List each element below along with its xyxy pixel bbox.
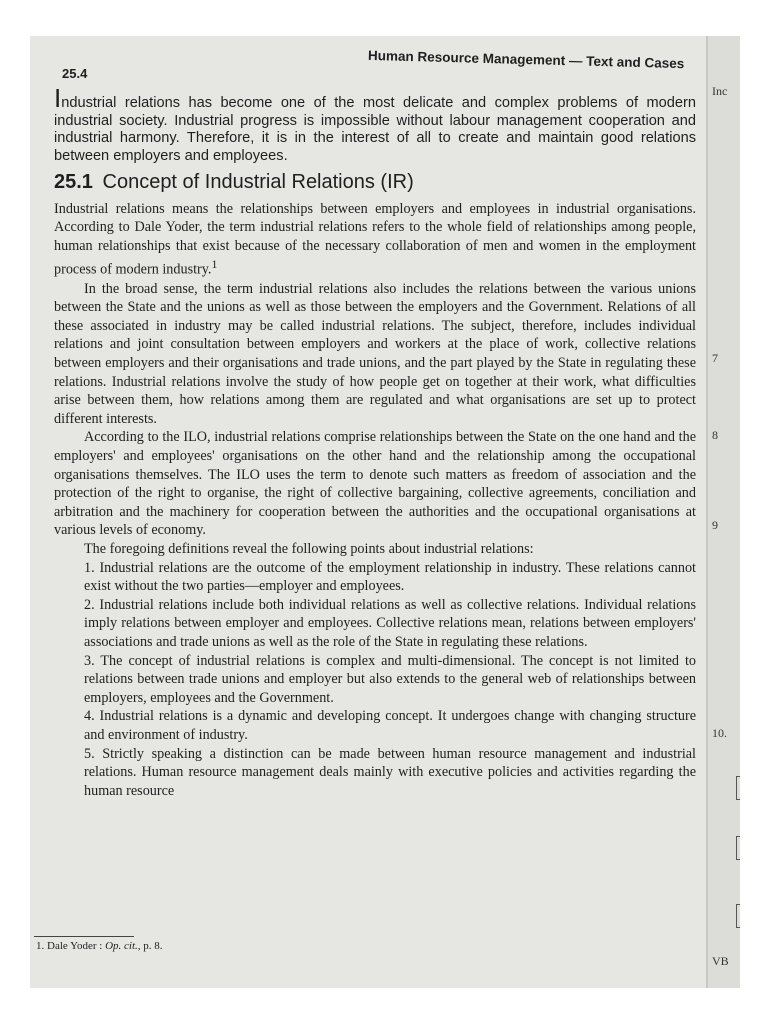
list-item	[82, 596, 696, 652]
adjacent-fragment: 7	[712, 351, 718, 365]
list-item	[82, 707, 696, 744]
section-number: 25.1	[54, 171, 93, 193]
adjacent-fragment: Inc	[712, 84, 728, 98]
item-number: 4.	[84, 708, 95, 725]
item-number: 1.	[84, 559, 95, 576]
item-text: Industrial relations is a dynamic and developing concept. It undergoes change with changing structure and environment of industry.	[84, 708, 697, 743]
item-number: 5.	[84, 745, 95, 762]
adjacent-fragment: 10.	[712, 726, 727, 740]
footnote-page: , p. 8.	[137, 940, 163, 952]
adjacent-fragment: 9	[712, 518, 718, 532]
edge-mark	[736, 904, 740, 928]
item-text: The concept of industrial relations is complex and multi-dimensional. The concept is not limited to relations between trade unions and employer but also extends to the general web of relationships between employers, employees and the Government.	[84, 652, 696, 706]
page-number: 25.4	[62, 66, 88, 81]
section-heading	[54, 173, 696, 192]
page-body	[54, 83, 697, 800]
footnote-cite: Op. cit.	[105, 940, 138, 952]
paragraph-foregoing: The foregoing definitions reveal the following points about industrial relations:	[84, 541, 534, 558]
edge-mark	[736, 836, 740, 860]
footnote-number: 1.	[36, 940, 45, 952]
intro-paragraph	[54, 83, 696, 165]
adjacent-fragment: 8	[712, 428, 718, 442]
list-item	[82, 745, 696, 801]
paragraph-definition-text: Industrial relations means the relationships between employers and employees in industrial organisations. According to Dale Yoder, the term industrial relations refers to the whole field of relationships among people, human relationships that exist because of the necessary collaboration of men and women in the employment process of modern industry.	[54, 200, 696, 279]
item-text: Industrial relations include both individual relations as well as collective relations. Individual relations imply relations between employer and employees. Collective relations mean, relations between employers' associations and trade unions as well as the role of the State in regulating these relations.	[84, 596, 697, 650]
drop-cap: I	[54, 83, 62, 113]
item-number: 2.	[84, 596, 95, 613]
paragraph-definition	[54, 200, 696, 280]
book-page	[30, 36, 706, 988]
adjacent-fragment: VB	[712, 954, 729, 968]
intro-text: ndustrial relations has become one of the most delicate and complex problems of modern industrial society. Industrial progress is impossible without labour management cooperation and industrial harmony. Therefore, it is in the interest of all to create and maintain good relations between employers and employees.	[54, 95, 696, 164]
section-title: Concept of Industrial Relations (IR)	[102, 171, 414, 193]
points-list	[54, 559, 696, 801]
list-item	[82, 559, 696, 596]
footnote	[36, 940, 163, 952]
footnote-author: Dale Yoder :	[47, 940, 103, 952]
adjacent-page-edge	[706, 36, 740, 988]
list-item	[82, 652, 696, 708]
paragraph-ilo: According to the ILO, industrial relations comprise relationships between the State on the one hand and the employers' and employees' organisations on the other hand and the relationship among the occupational organisations themselves. The ILO uses the term to denote such matters as freedom of association and the protection of the right to organise, the right of collective bargaining, collective agreements, conciliation and arbitration and the machinery for cooperation between the authorities and the occupational organisations at various levels of economy.	[54, 429, 696, 539]
running-header: Human Resource Management — Text and Cases	[367, 47, 685, 72]
footnote-ref: 1	[211, 257, 218, 272]
edge-mark	[736, 776, 740, 800]
paragraph-broad-sense: In the broad sense, the term industrial relations also includes the relations between the various unions between the State and the unions as well as those between the employers and the Government. Relations of all these associated in industry may be called industrial relations. The subject, therefore, includes individual relations and joint consultation between employers and workers at the place of work, collective relations between employers and their organisations and trade unions, and the part played by the State in regulating these relations. Industrial relations involve the study of how people get on together at their work, what difficulties arise between them, how relations among them are regulated and what organisations are set up to protect different interests.	[54, 280, 696, 427]
item-text: Strictly speaking a distinction can be made between human resource management and industrial relations. Human resource management deals mainly with executive policies and activities regarding the human resource	[84, 745, 696, 799]
item-number: 3.	[84, 652, 95, 669]
item-text: Industrial relations are the outcome of the employment relationship in industry. These relations cannot exist without the two parties—employer and employees.	[84, 559, 696, 595]
footnote-rule	[34, 936, 134, 937]
